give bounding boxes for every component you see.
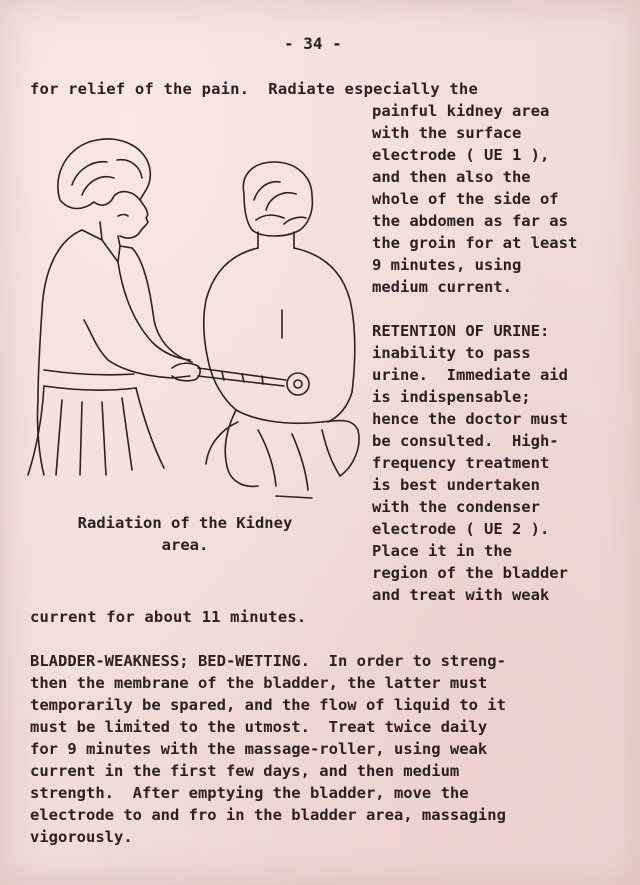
- right-column-kidney-text: [372, 100, 577, 298]
- text-line: urine. Immediate aid: [372, 366, 568, 384]
- page-number: - 34 -: [284, 34, 342, 53]
- text-line: be consulted. High-: [372, 432, 559, 450]
- text-line: 9 minutes, using: [372, 256, 522, 274]
- bladder-weakness-paragraph: [30, 650, 506, 848]
- caption-line: Radiation of the Kidney: [77, 514, 293, 532]
- text-line: with the surface: [372, 124, 522, 142]
- text-line: is indispensable;: [372, 388, 531, 406]
- top-text-line: for relief of the pain. Radiate especially the: [30, 80, 478, 98]
- text-line: current in the first few days, and then medium: [30, 762, 460, 780]
- text-line: with the condenser: [372, 498, 540, 516]
- text-line: hence the doctor must: [372, 410, 568, 428]
- text-line: strength. After emptying the bladder, move the: [30, 784, 469, 802]
- text-line: temporarily be spared, and the flow of liquid to it: [30, 696, 506, 714]
- text-line: medium current.: [372, 278, 512, 296]
- text-line: the abdomen as far as: [372, 212, 568, 230]
- text-line: is best undertaken: [372, 476, 540, 494]
- text-line: electrode ( UE 2 ).: [372, 520, 550, 538]
- text-line: the groin for at least: [372, 234, 578, 252]
- text-line: vigorously.: [30, 828, 133, 846]
- text-line: region of the bladder: [372, 564, 568, 582]
- text-line: frequency treatment: [372, 454, 550, 472]
- text-line: must be limited to the utmost. Treat twice daily: [30, 718, 488, 736]
- continuation-text-line: current for about 11 minutes.: [30, 608, 307, 626]
- text-line: and treat with weak: [372, 586, 550, 604]
- text-line: and then also the: [372, 168, 531, 186]
- text-line: Place it in the: [372, 542, 512, 560]
- figure-caption: [40, 512, 330, 556]
- kidney-radiation-illustration: [22, 130, 372, 510]
- text-line: then the membrane of the bladder, the latter must: [30, 674, 488, 692]
- caption-line: area.: [161, 536, 209, 554]
- text-line: BLADDER-WEAKNESS; BED-WETTING. In order to streng-: [30, 652, 506, 670]
- section-heading-line: RETENTION OF URINE:: [372, 322, 550, 340]
- right-column-retention-text: [372, 320, 568, 606]
- text-line: for 9 minutes with the massage-roller, using weak: [30, 740, 488, 758]
- text-line: electrode to and fro in the bladder area, massaging: [30, 806, 506, 824]
- text-line: whole of the side of: [372, 190, 559, 208]
- text-line: painful kidney area: [372, 102, 550, 120]
- text-line: electrode ( UE 1 ),: [372, 146, 550, 164]
- text-line: inability to pass: [372, 344, 531, 362]
